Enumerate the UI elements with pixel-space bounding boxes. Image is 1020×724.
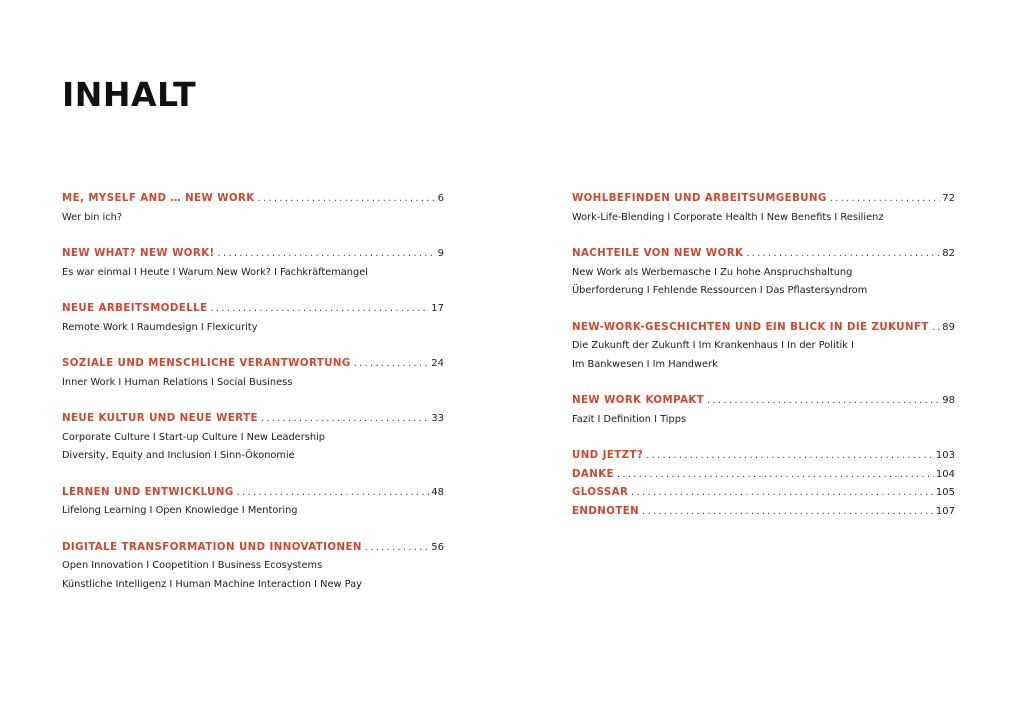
dot-leader — [646, 447, 934, 466]
toc-section — [572, 447, 955, 466]
toc-section — [572, 503, 955, 522]
toc-subtopics: Diversity, Equity and Inclusion I Sinn-Ökonomie — [62, 450, 295, 461]
toc-subtopics: Work-Life-Blending I Corporate Health I New Benefits I Resilienz — [572, 211, 884, 223]
dot-leader — [642, 503, 934, 522]
dot-leader — [746, 245, 940, 264]
toc-page-number: 82 — [942, 248, 955, 259]
toc-entry-title: ME, MYSELF AND … NEW WORK — [62, 193, 255, 204]
toc-entry-new-what-new-work[interactable] — [62, 245, 444, 264]
toc-entry-title: DANKE — [572, 468, 614, 480]
dot-leader — [211, 300, 430, 319]
toc-subtopics: Überforderung I Fehlende Ressourcen I Das Pflastersyndrom — [572, 285, 868, 296]
toc-page-number: 56 — [431, 541, 444, 553]
toc-subtopics: Im Bankwesen I Im Handwerk — [572, 358, 718, 370]
toc-entry-me-myself-and-new-work[interactable] — [62, 190, 444, 209]
toc-subtopics: Lifelong Learning I Open Knowledge I Mentoring — [62, 505, 298, 516]
toc-entry-title: ENDNOTEN — [572, 505, 640, 517]
toc-entry-title: NEW WHAT? NEW WORK! — [62, 248, 215, 259]
toc-subtopics: Fazit I Definition I Tipps — [572, 413, 687, 425]
toc-section — [62, 355, 444, 392]
toc-page-number: 9 — [437, 248, 444, 259]
toc-entry-title: NEW-WORK-GESCHICHTEN UND EIN BLICK IN DIE ZUKUNFT — [572, 321, 929, 333]
toc-subtopics: Inner Work I Human Relations I Social Business — [62, 376, 293, 388]
dot-leader — [932, 319, 940, 338]
toc-entry-title: SOZIALE UND MENSCHLICHE VERANTWORTUNG — [62, 358, 351, 369]
toc-entry-title: LERNEN UND ENTWICKLUNG — [62, 486, 234, 498]
toc-section — [572, 245, 955, 301]
toc-page-number: 24 — [431, 358, 444, 369]
toc-section — [62, 245, 444, 282]
toc-page-number: 6 — [437, 193, 444, 204]
dot-leader — [365, 539, 429, 558]
toc-entry-new-work-geschichten-und-ein-blick-in-die-zukunft[interactable] — [572, 319, 955, 338]
toc-entry-lernen-und-entwicklung[interactable] — [62, 484, 444, 503]
toc-page-number: 105 — [935, 487, 955, 498]
toc-entry-title: NEUE KULTUR UND NEUE WERTE — [62, 413, 258, 424]
toc-page-number: 48 — [431, 486, 444, 498]
toc-page-number: 98 — [942, 395, 955, 406]
toc-left-column — [62, 190, 444, 612]
dot-leader — [237, 484, 430, 503]
toc-entry-nachteile-von-new-work[interactable] — [572, 245, 955, 264]
toc-entry-title: WOHLBEFINDEN UND ARBEITSUMGEBUNG — [572, 193, 827, 204]
toc-entry-title: GLOSSAR — [572, 487, 629, 498]
toc-subtopics: Remote Work I Raumdesign I Flexicurity — [62, 321, 258, 333]
toc-section — [572, 319, 955, 375]
toc-entry-neue-arbeitsmodelle[interactable] — [62, 300, 444, 319]
toc-subtopics: Open Innovation I Coopetition I Business Ecosystems — [62, 560, 323, 571]
toc-entry-endnoten[interactable] — [572, 503, 955, 522]
toc-entry-digitale-transformation-und-innovationen[interactable] — [62, 539, 444, 558]
toc-section — [62, 484, 444, 521]
toc-subtopics: Wer bin ich? — [62, 211, 123, 223]
toc-entry-new-work-kompakt[interactable] — [572, 392, 955, 411]
toc-entry-wohlbefinden-und-arbeitsumgebung[interactable] — [572, 190, 955, 209]
dot-leader — [830, 190, 940, 209]
toc-section — [62, 539, 444, 595]
toc-page-number: 107 — [935, 505, 955, 517]
toc-page-number: 72 — [942, 193, 955, 204]
dot-leader — [261, 410, 429, 429]
toc-section — [572, 466, 955, 485]
toc-entry-und-jetzt[interactable] — [572, 447, 955, 466]
toc-entry-glossar[interactable] — [572, 484, 955, 503]
toc-entry-title: NEUE ARBEITSMODELLE — [62, 303, 208, 314]
toc-subtopics: Die Zukunft der Zukunft I Im Krankenhaus I In der Politik I — [572, 340, 854, 351]
toc-section — [62, 300, 444, 337]
toc-page-number: 103 — [935, 450, 955, 461]
dot-leader — [258, 190, 436, 209]
toc-section — [62, 190, 444, 227]
toc-entry-title: NEW WORK KOMPAKT — [572, 395, 705, 406]
toc-page-number: 17 — [431, 303, 444, 314]
dot-leader — [631, 484, 934, 503]
toc-page-number: 89 — [942, 321, 955, 333]
toc-subtopics: Es war einmal I Heute I Warum New Work? I Fachkräftemangel — [62, 266, 368, 278]
toc-section — [572, 190, 955, 227]
toc-page-number: 33 — [431, 413, 444, 424]
dot-leader — [218, 245, 436, 264]
dot-leader — [707, 392, 940, 411]
toc-page-number: 104 — [935, 468, 955, 480]
page-title: INHALT — [62, 75, 197, 114]
toc-subtopics: New Work als Werbemasche I Zu hohe Anspruchshaltung — [572, 266, 853, 278]
dot-leader — [354, 355, 430, 374]
toc-right-column — [572, 190, 955, 521]
toc-entry-neue-kultur-und-neue-werte[interactable] — [62, 410, 444, 429]
toc-subtopics: Künstliche Intelligenz I Human Machine Interaction I New Pay — [62, 578, 362, 590]
toc-section — [572, 484, 955, 503]
toc-section — [62, 410, 444, 466]
toc-section — [572, 392, 955, 429]
toc-entry-title: NACHTEILE VON NEW WORK — [572, 248, 744, 259]
toc-entry-soziale-und-menschliche-verantwortung[interactable] — [62, 355, 444, 374]
toc-entry-title: UND JETZT? — [572, 450, 644, 461]
toc-entry-danke[interactable] — [572, 466, 955, 485]
toc-entry-title: DIGITALE TRANSFORMATION UND INNOVATIONEN — [62, 541, 362, 553]
toc-subtopics: Corporate Culture I Start-up Culture I New Leadership — [62, 431, 325, 443]
dot-leader — [617, 466, 934, 485]
